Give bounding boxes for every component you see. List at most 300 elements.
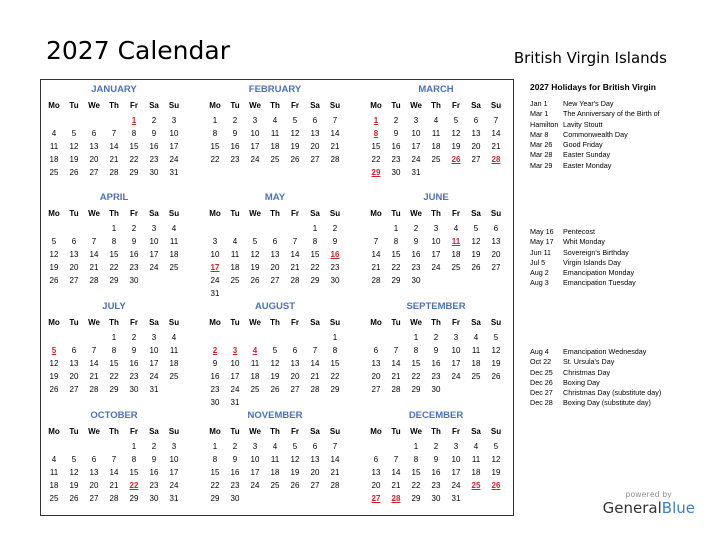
holiday-item xyxy=(530,248,700,258)
holiday-date: Dec 26 xyxy=(530,377,553,387)
holiday-name: The Anniversary of the Birth of xyxy=(563,109,660,119)
day-cell: 5 xyxy=(493,333,499,342)
weekday-label: Mo xyxy=(370,318,382,327)
month-name: MARCH xyxy=(418,84,454,95)
weekday-label: Su xyxy=(490,318,502,327)
holiday-item xyxy=(530,357,700,367)
week-row xyxy=(205,140,345,153)
weekday-label: Th xyxy=(431,101,441,110)
day-cell: 22 xyxy=(371,155,381,164)
day-cell: 3 xyxy=(151,333,157,342)
day-cell: 8 xyxy=(312,237,318,246)
day-cell: 24 xyxy=(149,372,159,381)
day-cell: 16 xyxy=(230,142,240,151)
empty-cell xyxy=(144,274,164,287)
weekday-label: Mo xyxy=(48,209,60,218)
day-cell: 5 xyxy=(453,116,459,125)
empty-cell xyxy=(466,383,486,396)
day-cell: 6 xyxy=(473,116,479,125)
day-cell: 3 xyxy=(252,442,258,451)
day-cell: 28 xyxy=(330,481,340,490)
month-september xyxy=(366,300,506,396)
day-cell: 16 xyxy=(411,250,421,259)
day-cell: 20 xyxy=(371,372,381,381)
day-cell: 5 xyxy=(473,224,479,233)
empty-cell xyxy=(325,287,345,300)
brand-general: General xyxy=(602,499,662,517)
day-cell: 5 xyxy=(493,442,499,451)
weekday-label: Su xyxy=(329,318,341,327)
day-cell: 24 xyxy=(149,263,159,272)
day-cell: 3 xyxy=(252,116,258,125)
empty-cell xyxy=(225,331,245,344)
day-cell: 11 xyxy=(431,129,441,138)
day-cell: 27 xyxy=(491,263,501,272)
day-cell: 23 xyxy=(391,155,401,164)
day-cell: 11 xyxy=(471,346,481,355)
holiday-date: Mar 29 xyxy=(530,160,553,170)
day-cell: 9 xyxy=(232,129,238,138)
week-row xyxy=(205,383,345,396)
day-cell: 7 xyxy=(332,116,338,125)
day-cell: 17 xyxy=(149,250,159,259)
week-row xyxy=(44,235,184,248)
weekday-label: Sa xyxy=(471,209,481,218)
weekday-label: Sa xyxy=(310,427,320,436)
weekday-label: Th xyxy=(431,318,441,327)
day-cell: 30 xyxy=(330,276,340,285)
day-cell: 5 xyxy=(292,442,298,451)
empty-cell xyxy=(446,166,466,179)
week-row xyxy=(205,492,345,505)
day-cell: 4 xyxy=(51,455,57,464)
day-cell: 28 xyxy=(391,385,401,394)
day-cell: 18 xyxy=(49,155,59,164)
week-row xyxy=(366,222,506,235)
day-cell: 27 xyxy=(310,155,320,164)
empty-cell xyxy=(305,492,325,505)
day-cell: 30 xyxy=(210,398,220,407)
day-cell: 15 xyxy=(371,142,381,151)
day-cell: 1 xyxy=(413,333,419,342)
day-cell: 8 xyxy=(131,129,137,138)
day-cell: 18 xyxy=(250,372,260,381)
day-cell: 9 xyxy=(151,129,157,138)
day-cell: 4 xyxy=(433,116,439,125)
day-cell: 11 xyxy=(49,142,59,151)
day-cell: 9 xyxy=(151,455,157,464)
day-cell: 21 xyxy=(109,481,119,490)
holiday-day-cell: 2 xyxy=(212,346,218,355)
day-cell: 7 xyxy=(332,442,338,451)
weekday-header xyxy=(44,316,184,329)
weekday-label: Su xyxy=(168,101,180,110)
weekday-label: Fr xyxy=(130,318,138,327)
day-cell: 12 xyxy=(290,129,300,138)
month-december xyxy=(366,409,506,505)
day-cell: 31 xyxy=(210,289,220,298)
day-cell: 11 xyxy=(250,359,260,368)
day-cell: 18 xyxy=(431,142,441,151)
day-cell: 25 xyxy=(169,263,179,272)
day-cell: 30 xyxy=(129,385,139,394)
weekday-label: Sa xyxy=(310,318,320,327)
weekday-label: We xyxy=(88,427,100,436)
empty-cell xyxy=(466,274,486,287)
day-cell: 15 xyxy=(330,359,340,368)
day-cell: 2 xyxy=(232,442,238,451)
weekday-label: Sa xyxy=(471,318,481,327)
holiday-day-cell: 22 xyxy=(129,481,139,490)
week-row xyxy=(366,357,506,370)
empty-cell xyxy=(265,287,285,300)
day-cell: 19 xyxy=(290,468,300,477)
holiday-item xyxy=(530,388,700,398)
day-cell: 21 xyxy=(491,142,501,151)
weekday-label: We xyxy=(249,318,261,327)
day-cell: 16 xyxy=(129,250,139,259)
week-row xyxy=(44,440,184,453)
day-cell: 24 xyxy=(230,385,240,394)
day-cell: 30 xyxy=(149,168,159,177)
day-cell: 11 xyxy=(169,237,179,246)
day-cell: 12 xyxy=(451,129,461,138)
day-cell: 31 xyxy=(169,494,179,503)
weekday-label: Mo xyxy=(209,101,221,110)
day-cell: 27 xyxy=(310,481,320,490)
day-cell: 29 xyxy=(129,494,139,503)
day-cell: 29 xyxy=(391,276,401,285)
day-cell: 5 xyxy=(272,346,278,355)
weekday-header xyxy=(366,316,506,329)
holiday-group-1 xyxy=(530,99,700,171)
day-cell: 14 xyxy=(290,250,300,259)
week-row xyxy=(366,261,506,274)
weekday-label: Th xyxy=(270,427,280,436)
day-cell: 5 xyxy=(252,237,258,246)
empty-cell xyxy=(265,396,285,409)
weekday-header xyxy=(366,99,506,112)
week-row xyxy=(205,127,345,140)
weekday-label: Su xyxy=(329,427,341,436)
empty-cell xyxy=(205,331,225,344)
weekday-label: Tu xyxy=(230,427,240,436)
month-name: MAY xyxy=(264,192,286,203)
day-cell: 13 xyxy=(69,359,79,368)
holiday-item xyxy=(530,378,700,388)
day-cell: 3 xyxy=(453,333,459,342)
day-cell: 29 xyxy=(411,385,421,394)
day-cell: 17 xyxy=(411,142,421,151)
day-cell: 15 xyxy=(210,468,220,477)
empty-cell xyxy=(466,492,486,505)
weekday-label: Th xyxy=(431,427,441,436)
weekday-label: Mo xyxy=(209,209,221,218)
day-cell: 3 xyxy=(413,116,419,125)
empty-cell xyxy=(225,287,245,300)
day-cell: 14 xyxy=(491,129,501,138)
holiday-day-cell: 27 xyxy=(371,494,381,503)
holiday-day-cell: 8 xyxy=(373,129,379,138)
week-row xyxy=(44,479,184,492)
day-cell: 20 xyxy=(471,142,481,151)
day-cell: 5 xyxy=(292,116,298,125)
day-cell: 14 xyxy=(89,250,99,259)
day-cell: 20 xyxy=(290,372,300,381)
month-name: NOVEMBER xyxy=(247,410,303,421)
day-cell: 29 xyxy=(310,276,320,285)
day-cell: 19 xyxy=(49,263,59,272)
day-cell: 17 xyxy=(451,468,461,477)
week-row xyxy=(205,248,345,261)
week-row xyxy=(44,261,184,274)
day-cell: 1 xyxy=(131,442,137,451)
empty-cell xyxy=(64,331,84,344)
day-cell: 27 xyxy=(89,168,99,177)
day-cell: 8 xyxy=(111,237,117,246)
empty-cell xyxy=(285,287,305,300)
weekday-label: Su xyxy=(168,427,180,436)
empty-cell xyxy=(366,440,386,453)
day-cell: 29 xyxy=(411,494,421,503)
day-cell: 7 xyxy=(91,346,97,355)
holiday-name: Emancipation Tuesday xyxy=(563,278,636,288)
day-cell: 4 xyxy=(171,333,177,342)
day-cell: 4 xyxy=(453,224,459,233)
weekday-label: Mo xyxy=(209,318,221,327)
holiday-day-cell: 17 xyxy=(210,263,220,272)
holiday-name: Commonwealth Day xyxy=(563,129,628,139)
day-cell: 14 xyxy=(391,468,401,477)
day-cell: 20 xyxy=(310,142,320,151)
week-row xyxy=(366,274,506,287)
weekday-label: We xyxy=(410,209,422,218)
brand-logo xyxy=(603,490,695,517)
day-cell: 8 xyxy=(393,237,399,246)
day-cell: 17 xyxy=(149,359,159,368)
holiday-item xyxy=(530,109,700,119)
weekday-label: We xyxy=(410,427,422,436)
day-cell: 10 xyxy=(149,346,159,355)
day-cell: 8 xyxy=(111,346,117,355)
holiday-name: Good Friday xyxy=(563,140,603,150)
holiday-date: Oct 22 xyxy=(530,357,552,367)
weekday-label: Su xyxy=(168,318,180,327)
day-cell: 14 xyxy=(391,359,401,368)
day-cell: 20 xyxy=(69,263,79,272)
empty-cell xyxy=(64,440,84,453)
week-row xyxy=(205,357,345,370)
day-cell: 18 xyxy=(270,468,280,477)
day-cell: 21 xyxy=(391,372,401,381)
day-cell: 28 xyxy=(89,276,99,285)
weekday-label: Th xyxy=(109,209,119,218)
day-cell: 29 xyxy=(330,385,340,394)
day-cell: 10 xyxy=(169,455,179,464)
holiday-day-cell: 4 xyxy=(252,346,258,355)
day-cell: 26 xyxy=(491,372,501,381)
day-cell: 2 xyxy=(433,442,439,451)
country-name: British Virgin Islands xyxy=(513,49,667,67)
day-cell: 31 xyxy=(411,168,421,177)
weekday-label: Tu xyxy=(69,101,79,110)
weekday-label: We xyxy=(88,318,100,327)
empty-cell xyxy=(366,331,386,344)
week-row xyxy=(44,344,184,357)
day-cell: 13 xyxy=(371,468,381,477)
empty-cell xyxy=(164,383,184,396)
week-row xyxy=(366,440,506,453)
day-cell: 24 xyxy=(451,372,461,381)
day-cell: 16 xyxy=(149,142,159,151)
day-cell: 2 xyxy=(413,224,419,233)
day-cell: 6 xyxy=(373,346,379,355)
holiday-name: New Year's Day xyxy=(563,99,614,108)
day-cell: 23 xyxy=(210,385,220,394)
day-cell: 24 xyxy=(169,155,179,164)
day-cell: 8 xyxy=(212,455,218,464)
weekday-label: We xyxy=(88,101,100,110)
holiday-item xyxy=(530,258,700,268)
month-july xyxy=(44,300,184,396)
empty-cell xyxy=(486,166,506,179)
empty-cell xyxy=(305,287,325,300)
week-row xyxy=(366,166,506,179)
holiday-date: Jan 1 xyxy=(530,99,548,108)
day-cell: 9 xyxy=(131,346,137,355)
day-cell: 22 xyxy=(109,263,119,272)
day-cell: 7 xyxy=(373,237,379,246)
day-cell: 8 xyxy=(332,346,338,355)
week-row xyxy=(205,287,345,300)
day-cell: 26 xyxy=(290,155,300,164)
month-february xyxy=(205,83,345,166)
day-cell: 13 xyxy=(310,455,320,464)
day-cell: 29 xyxy=(210,494,220,503)
empty-cell xyxy=(285,331,305,344)
weekday-label: Fr xyxy=(130,101,138,110)
holiday-date: Dec 25 xyxy=(530,367,553,377)
week-row xyxy=(44,383,184,396)
day-cell: 1 xyxy=(413,442,419,451)
day-cell: 18 xyxy=(451,250,461,259)
day-cell: 22 xyxy=(210,481,220,490)
holiday-date: Hamilton xyxy=(530,119,559,129)
weekday-label: Fr xyxy=(130,427,138,436)
month-name: FEBRUARY xyxy=(248,84,302,95)
day-cell: 31 xyxy=(451,494,461,503)
weekday-label: Fr xyxy=(291,318,299,327)
day-cell: 2 xyxy=(393,116,399,125)
empty-cell xyxy=(486,274,506,287)
day-cell: 2 xyxy=(131,224,137,233)
week-row xyxy=(205,440,345,453)
day-cell: 26 xyxy=(49,276,59,285)
holiday-item xyxy=(530,140,700,150)
day-cell: 3 xyxy=(171,116,177,125)
day-cell: 11 xyxy=(270,455,280,464)
day-cell: 9 xyxy=(131,237,137,246)
holiday-day-cell: 26 xyxy=(451,155,461,164)
day-cell: 9 xyxy=(433,455,439,464)
week-row xyxy=(44,248,184,261)
day-cell: 21 xyxy=(290,263,300,272)
month-name: APRIL xyxy=(99,192,129,203)
holiday-name: Emancipation Wednesday xyxy=(563,347,647,356)
day-cell: 26 xyxy=(270,385,280,394)
holiday-item xyxy=(530,99,700,109)
holiday-date: Aug 4 xyxy=(530,347,549,356)
day-cell: 30 xyxy=(149,494,159,503)
day-cell: 24 xyxy=(431,263,441,272)
week-row xyxy=(44,166,184,179)
day-cell: 23 xyxy=(230,155,240,164)
day-cell: 12 xyxy=(491,455,501,464)
day-cell: 12 xyxy=(270,359,280,368)
weekday-label: We xyxy=(249,209,261,218)
day-cell: 7 xyxy=(111,129,117,138)
holiday-date: Mar 8 xyxy=(530,129,549,139)
month-name: JULY xyxy=(102,301,126,312)
month-name: DECEMBER xyxy=(408,410,464,421)
day-cell: 22 xyxy=(109,372,119,381)
day-cell: 1 xyxy=(212,116,218,125)
day-cell: 5 xyxy=(71,455,77,464)
weekday-label: Su xyxy=(329,209,341,218)
holiday-group-2 xyxy=(530,227,700,289)
day-cell: 9 xyxy=(232,455,238,464)
holiday-day-cell: 5 xyxy=(51,346,57,355)
empty-cell xyxy=(285,492,305,505)
weekday-label: Sa xyxy=(471,427,481,436)
day-cell: 6 xyxy=(71,237,77,246)
week-row xyxy=(205,479,345,492)
day-cell: 25 xyxy=(230,276,240,285)
day-cell: 16 xyxy=(230,468,240,477)
weekday-label: Th xyxy=(109,427,119,436)
day-cell: 15 xyxy=(411,359,421,368)
day-cell: 21 xyxy=(391,481,401,490)
day-cell: 4 xyxy=(272,116,278,125)
week-row xyxy=(366,331,506,344)
weekday-label: Fr xyxy=(130,209,138,218)
day-cell: 25 xyxy=(270,481,280,490)
empty-cell xyxy=(305,396,325,409)
day-cell: 2 xyxy=(131,333,137,342)
week-row xyxy=(366,383,506,396)
holiday-item xyxy=(530,150,700,160)
day-cell: 9 xyxy=(332,237,338,246)
day-cell: 22 xyxy=(129,155,139,164)
day-cell: 11 xyxy=(471,455,481,464)
day-cell: 15 xyxy=(129,142,139,151)
day-cell: 12 xyxy=(250,250,260,259)
day-cell: 26 xyxy=(471,263,481,272)
day-cell: 24 xyxy=(210,276,220,285)
day-cell: 17 xyxy=(451,359,461,368)
day-cell: 9 xyxy=(393,129,399,138)
day-cell: 1 xyxy=(312,224,318,233)
holiday-day-cell: 28 xyxy=(391,494,401,503)
week-row xyxy=(205,453,345,466)
empty-cell xyxy=(305,331,325,344)
day-cell: 13 xyxy=(491,237,501,246)
day-cell: 19 xyxy=(69,481,79,490)
empty-cell xyxy=(245,396,265,409)
day-cell: 18 xyxy=(471,468,481,477)
week-row xyxy=(44,127,184,140)
empty-cell xyxy=(84,440,104,453)
